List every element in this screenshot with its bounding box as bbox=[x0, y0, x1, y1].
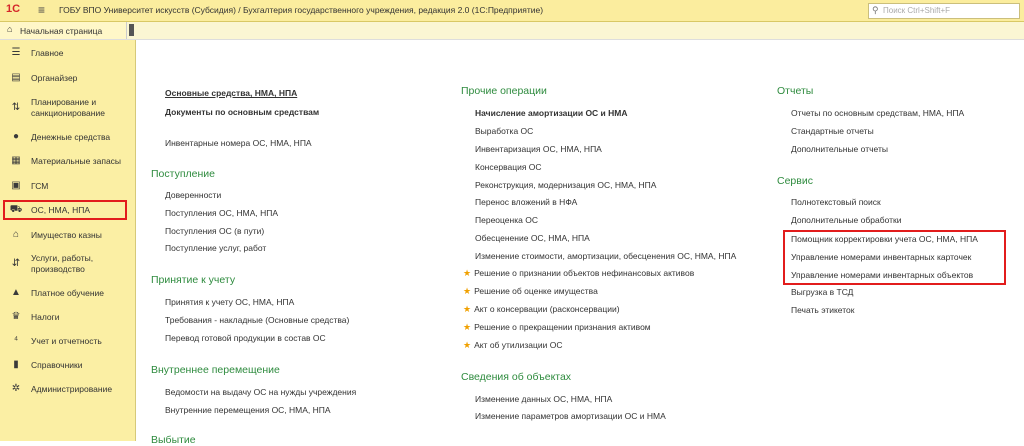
link-fixed-asset-documents[interactable]: Документы по основным средствам bbox=[165, 107, 320, 117]
link-receipt[interactable]: Поступление услуг, работ bbox=[165, 243, 267, 253]
fuel-icon: ▣ bbox=[11, 180, 21, 191]
sidebar bbox=[0, 40, 136, 441]
link-other[interactable]: Обесценение ОС, НМА, НПА bbox=[475, 233, 590, 243]
tab-home[interactable] bbox=[0, 22, 127, 39]
link-accept[interactable]: Требования - накладные (Основные средства) bbox=[165, 315, 350, 325]
main-menu-icon[interactable]: ≡ bbox=[38, 3, 46, 17]
sidebar-item-label: Справочники bbox=[31, 360, 83, 370]
section-reports: Отчеты bbox=[777, 85, 814, 97]
sidebar-item-services[interactable] bbox=[0, 252, 135, 276]
sidebar-item-label: Налоги bbox=[31, 312, 60, 322]
sidebar-item-organizer[interactable] bbox=[0, 71, 135, 87]
link-receipt[interactable]: Доверенности bbox=[165, 190, 222, 200]
sidebar-item-planning[interactable] bbox=[0, 96, 135, 120]
highlight-frame-service bbox=[783, 230, 1006, 285]
link-service[interactable]: Управление номерами инвентарных объектов bbox=[791, 270, 974, 280]
link-service[interactable]: Помощник корректировки учета ОС, НМА, НПА bbox=[791, 234, 978, 244]
accounting-icon: ⁴ bbox=[13, 335, 19, 346]
link-starred-label: Решение о признании объектов нефинансовых активов bbox=[474, 268, 695, 278]
link-service[interactable]: Дополнительные обработки bbox=[791, 215, 902, 225]
truck-icon: ⛟ bbox=[9, 204, 23, 215]
link-other[interactable]: Переоценка ОС bbox=[475, 215, 538, 225]
sidebar-item-label: Денежные средства bbox=[31, 132, 111, 142]
gear-icon: ✲ bbox=[11, 383, 21, 394]
tab-home-label: Начальная страница bbox=[20, 26, 103, 36]
tab-scroll-marker bbox=[129, 24, 134, 36]
sidebar-item-label: Имущество казны bbox=[31, 230, 102, 240]
sidebar-item-label: Платное обучение bbox=[31, 288, 104, 298]
tab-bar bbox=[0, 22, 1024, 40]
sidebar-item-references[interactable] bbox=[0, 358, 135, 374]
link-report[interactable]: Стандартные отчеты bbox=[791, 126, 874, 136]
sidebar-item-label: Учет и отчетность bbox=[31, 336, 102, 346]
link-report[interactable]: Дополнительные отчеты bbox=[791, 144, 888, 154]
star-icon: ★ bbox=[463, 340, 472, 350]
title-bar bbox=[0, 0, 1024, 22]
search-placeholder: Поиск Ctrl+Shift+F bbox=[883, 6, 951, 15]
sidebar-item-taxes[interactable] bbox=[0, 310, 135, 326]
link-other[interactable]: Начисление амортизации ОС и НМА bbox=[475, 108, 628, 118]
sidebar-item-education[interactable] bbox=[0, 286, 135, 302]
link-receipt[interactable]: Поступления ОС, НМА, НПА bbox=[165, 208, 279, 218]
link-receipt[interactable]: Поступления ОС (в пути) bbox=[165, 226, 265, 236]
search-input[interactable] bbox=[868, 3, 1020, 19]
sidebar-item-accounting[interactable] bbox=[0, 334, 135, 350]
link-object-info[interactable]: Изменение данных ОС, НМА, НПА bbox=[475, 394, 613, 404]
calendar-icon: ▤ bbox=[11, 72, 21, 83]
section-object-info: Сведения об объектах bbox=[461, 371, 572, 383]
link-starred[interactable] bbox=[463, 286, 598, 297]
link-other[interactable]: Инвентаризация ОС, НМА, НПА bbox=[475, 144, 602, 154]
link-other[interactable]: Выработка ОС bbox=[475, 126, 534, 136]
sidebar-item-treasury[interactable] bbox=[0, 228, 135, 244]
star-icon: ★ bbox=[463, 286, 472, 296]
link-starred-label: Решение об оценке имущества bbox=[474, 286, 598, 296]
section-accept: Принятие к учету bbox=[151, 274, 236, 286]
sidebar-item-label: Планирование и санкционирование bbox=[31, 97, 105, 118]
star-icon: ★ bbox=[463, 304, 472, 314]
link-report[interactable]: Отчеты по основным средствам, НМА, НПА bbox=[791, 108, 965, 118]
book-icon: ▮ bbox=[13, 359, 19, 370]
services-icon: ⇵ bbox=[11, 258, 21, 269]
link-other[interactable]: Реконструкция, модернизация ОС, НМА, НПА bbox=[475, 180, 657, 190]
sidebar-item-label: Главное bbox=[31, 48, 64, 58]
home-icon: ⌂ bbox=[7, 24, 13, 34]
sidebar-item-administration[interactable] bbox=[0, 382, 135, 398]
link-starred[interactable] bbox=[463, 304, 620, 315]
sidebar-item-money[interactable] bbox=[0, 130, 135, 146]
link-accept[interactable]: Принятия к учету ОС, НМА, НПА bbox=[165, 297, 295, 307]
link-service[interactable]: Полнотекстовый поиск bbox=[791, 197, 881, 207]
link-starred[interactable] bbox=[463, 268, 694, 279]
section-receipt: Поступление bbox=[151, 168, 215, 180]
menu-icon: ☰ bbox=[11, 47, 21, 58]
link-other[interactable]: Консервация ОС bbox=[475, 162, 542, 172]
link-starred-label: Акт об утилизации ОС bbox=[474, 340, 563, 350]
sidebar-item-label: Услуги, работы, производство bbox=[31, 253, 94, 274]
sidebar-item-label: Администрирование bbox=[31, 384, 113, 394]
money-icon: ● bbox=[12, 131, 20, 142]
link-object-info[interactable]: Изменение параметров амортизации ОС и НМА bbox=[475, 411, 666, 421]
sidebar-item-label: Материальные запасы bbox=[31, 156, 122, 166]
sidebar-item-label: ГСМ bbox=[31, 181, 49, 191]
sidebar-item-label: Органайзер bbox=[31, 73, 78, 83]
sidebar-item-main[interactable] bbox=[0, 46, 135, 62]
link-service[interactable]: Печать этикеток bbox=[791, 305, 855, 315]
link-starred-label: Решение о прекращении признания активом bbox=[474, 322, 651, 332]
link-fixed-assets[interactable]: Основные средства, НМА, НПА bbox=[165, 88, 298, 98]
sidebar-item-inventory[interactable] bbox=[0, 154, 135, 170]
education-icon: ▲ bbox=[11, 287, 21, 298]
link-inventory-numbers[interactable]: Инвентарные номера ОС, НМА, НПА bbox=[165, 138, 312, 148]
link-other[interactable]: Перенос вложений в НФА bbox=[475, 197, 578, 207]
inventory-icon: ▦ bbox=[11, 155, 21, 166]
app-logo: 1С bbox=[6, 3, 21, 15]
section-disposal: Выбытие bbox=[151, 434, 196, 446]
taxes-icon: ♛ bbox=[11, 311, 21, 322]
link-service[interactable]: Управление номерами инвентарных карточек bbox=[791, 252, 972, 262]
sidebar-item-label: ОС, НМА, НПА bbox=[31, 205, 91, 215]
window-title: ГОБУ ВПО Университет искусств (Субсидия) / Бухгалтерия государственного учреждения, редакция 2.0 (1С:Предприятие) bbox=[59, 5, 544, 15]
link-service[interactable]: Выгрузка в ТСД bbox=[791, 287, 854, 297]
treasury-icon: ⌂ bbox=[12, 229, 20, 240]
star-icon: ★ bbox=[463, 268, 472, 278]
link-internal[interactable]: Внутренние перемещения ОС, НМА, НПА bbox=[165, 405, 331, 415]
section-service: Сервис bbox=[777, 175, 813, 187]
search-icon: ⚲ bbox=[872, 5, 879, 15]
link-starred[interactable] bbox=[463, 322, 651, 333]
link-internal[interactable]: Ведомости на выдачу ОС на нужды учреждения bbox=[165, 387, 357, 397]
section-other-operations: Прочие операции bbox=[461, 85, 547, 97]
link-accept[interactable]: Перевод готовой продукции в состав ОС bbox=[165, 333, 326, 343]
section-internal: Внутреннее перемещение bbox=[151, 364, 280, 376]
star-icon: ★ bbox=[463, 322, 472, 332]
link-starred-label: Акт о консервации (расконсервации) bbox=[474, 304, 620, 314]
link-starred[interactable] bbox=[463, 340, 562, 351]
sidebar-item-fuel[interactable] bbox=[0, 179, 135, 195]
planning-icon: ⇅ bbox=[11, 102, 21, 113]
link-other[interactable]: Изменение стоимости, амортизации, обесценения ОС, НМА, НПА bbox=[475, 251, 737, 261]
highlight-frame-sidebar bbox=[3, 200, 127, 220]
